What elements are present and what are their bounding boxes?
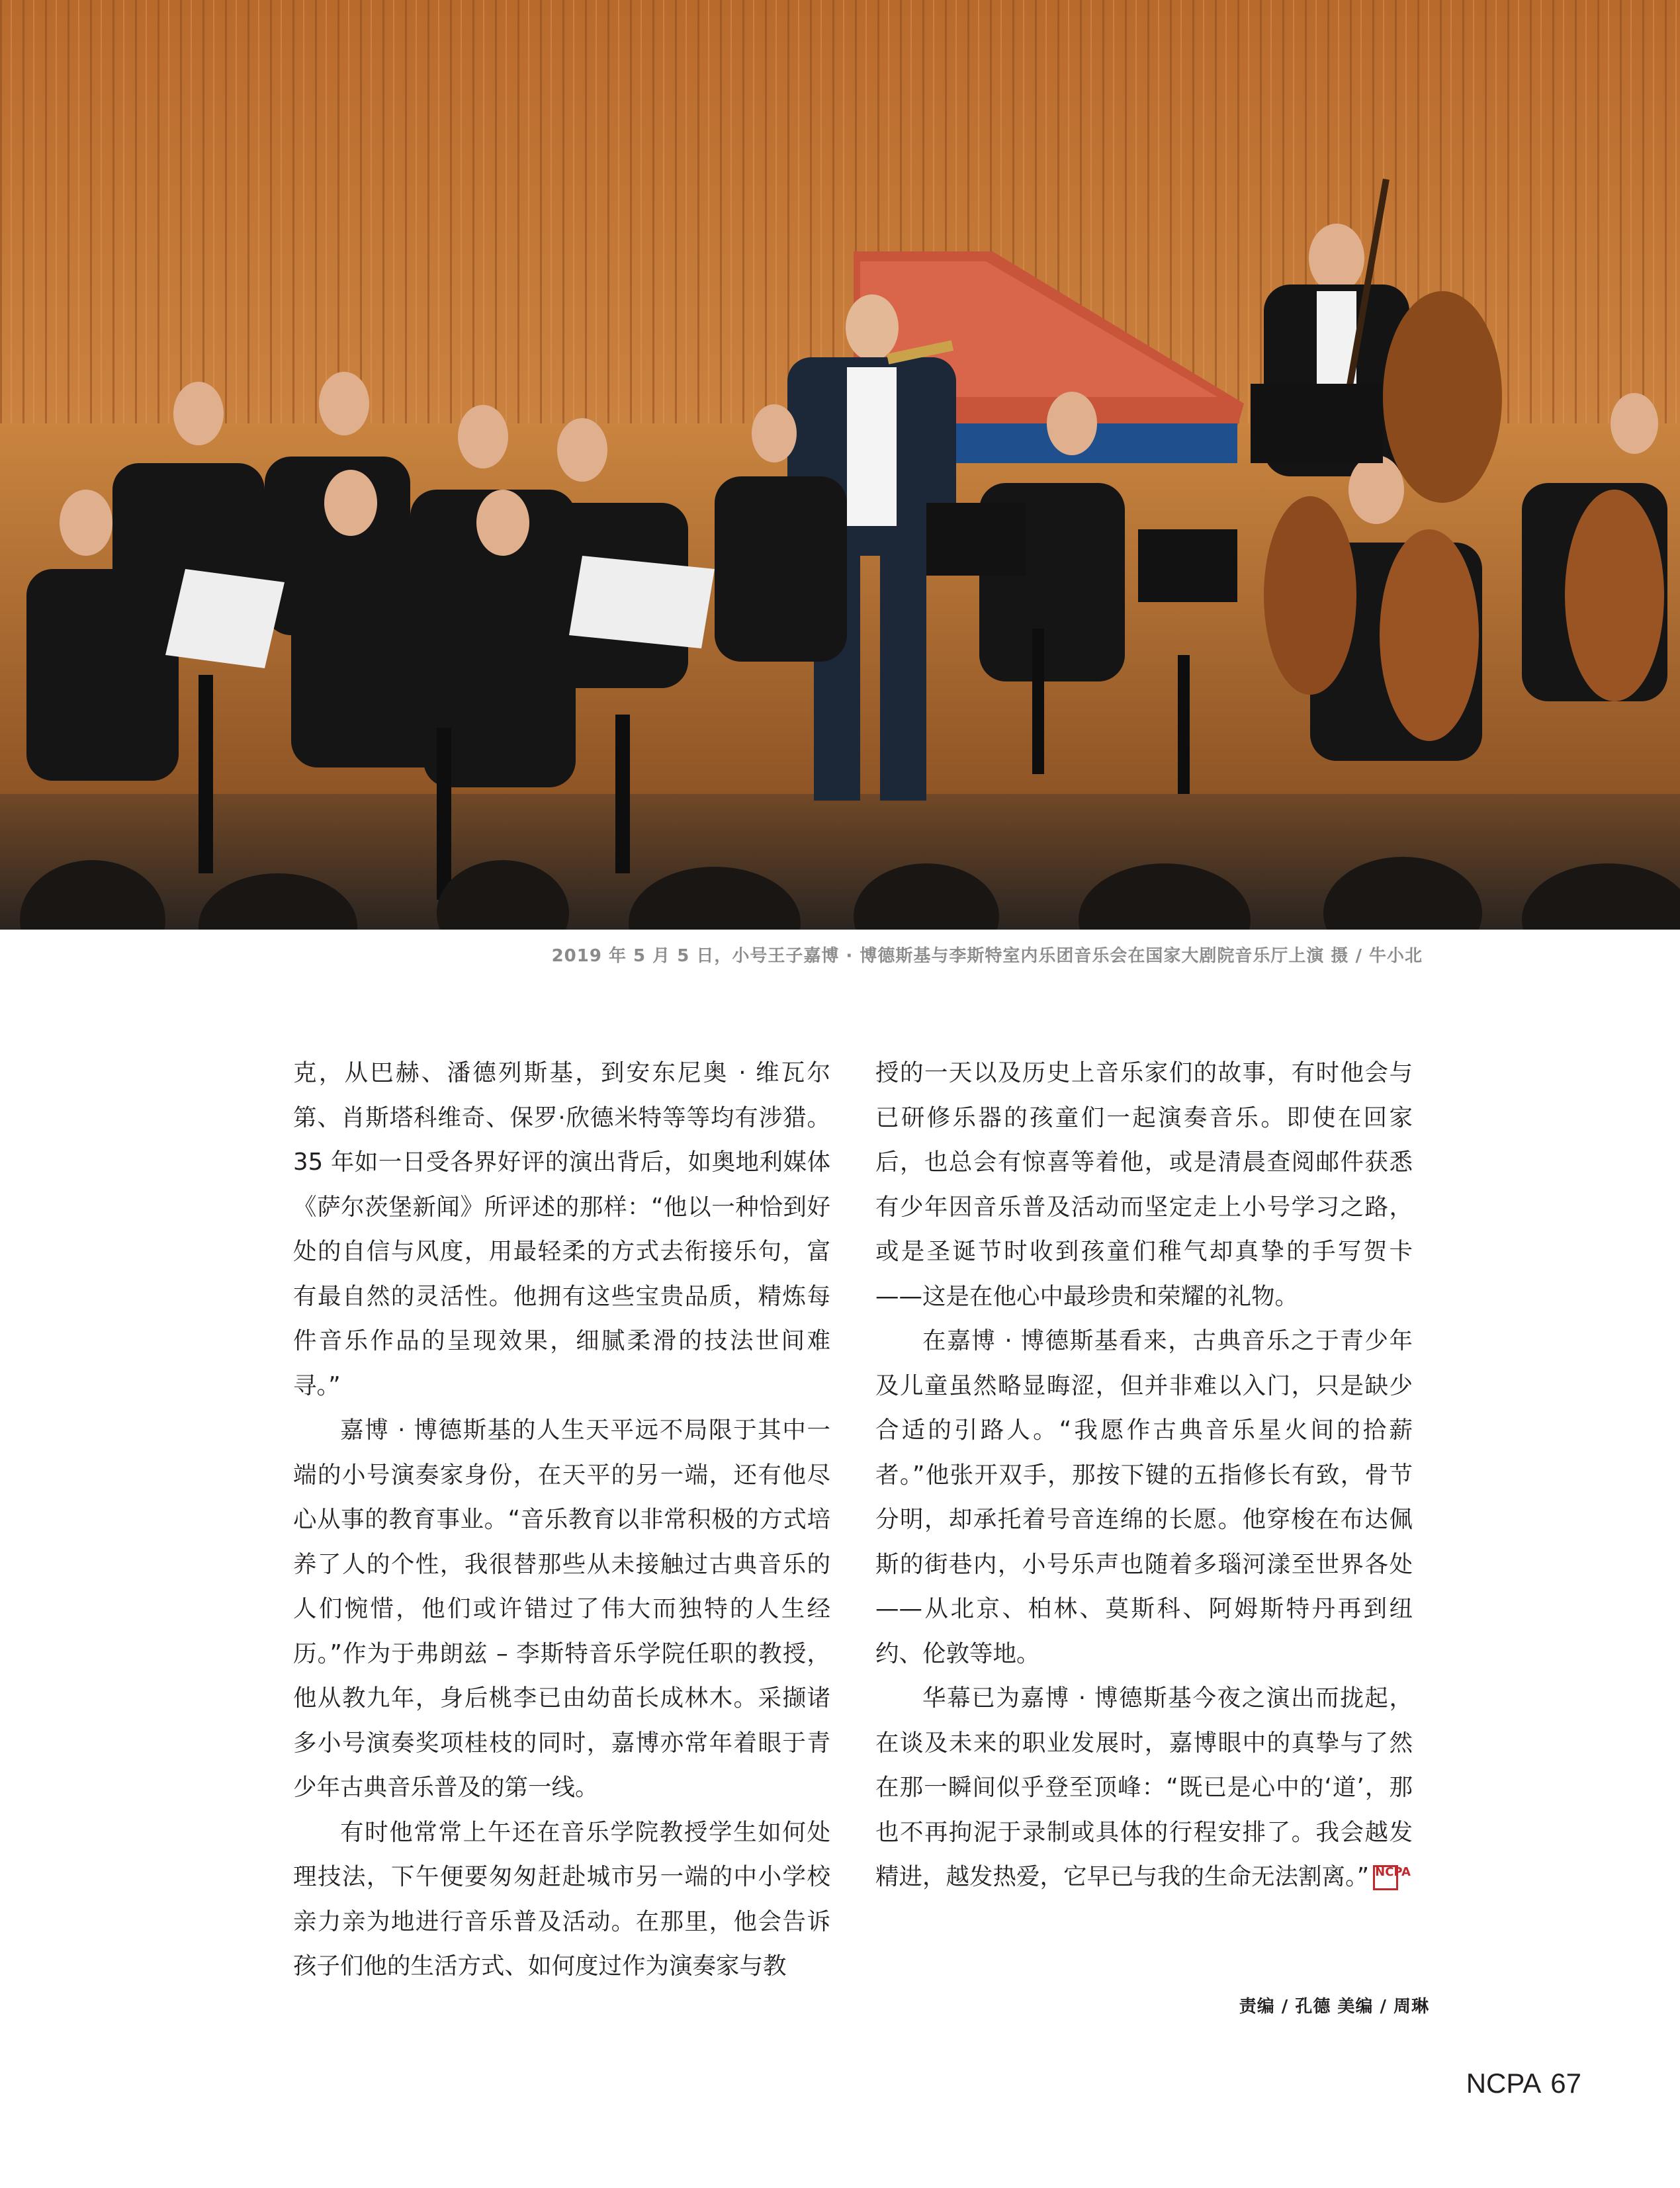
right-paragraph-text: 华幕已为嘉博 · 博德斯基今夜之演出而拢起，在谈及未来的职业发展时，嘉博眼中的真挚与了然在那一瞬间似乎登至顶峰：“既已是心中的‘道’，那也不再拘泥于录制或具体的行程安排了。我会越发精进，越发热爱，它早已与我的生命无法割离。” [875, 1685, 1413, 1890]
right-paragraph: 在嘉博 · 博德斯基看来，古典音乐之于青少年及儿童虽然略显晦涩，但并非难以入门，只是缺少合适的引路人。“我愿作古典音乐星火间的拾薪者。”他张开双手，那按下键的五指修长有致，骨节分明，却承托着号音连绵的长愿。他穿梭在布达佩斯的街巷内，小号乐声也随着多瑙河漾至世界各处——从北京、柏林、莫斯科、阿姆斯特丹再到纽约、伦敦等地。 [875, 1327, 1413, 1667]
photo-caption: 2019 年 5 月 5 日，小号王子嘉博 · 博德斯基与李斯特室内乐团音乐会在国家大剧院音乐厅上演 摄 / 牛小北 [551, 946, 1423, 966]
right-paragraph: 授的一天以及历史上音乐家们的故事，有时他会与已研修乐器的孩童们一起演奏音乐。即使在回家后，也总会有惊喜等着他，或是清晨查阅邮件获悉有少年因音乐普及活动而坚定走上小号学习之路，或是圣诞节时收到孩童们稚气却真挚的手写贺卡——这是在他心中最珍贵和荣耀的礼物。 [875, 1059, 1413, 1310]
right-column [875, 1051, 1413, 1900]
folio-brand: NCPA [1466, 2068, 1542, 2099]
concert-photo-icon [0, 0, 1680, 930]
editor-credits: 责编 / 孔德 美编 / 周琳 [1239, 1997, 1429, 2017]
left-paragraph: 嘉博 · 博德斯基的人生天平远不局限于其中一端的小号演奏家身份，在天平的另一端，还有他尽心从事的教育事业。“音乐教育以非常积极的方式培养了人的个性，我很替那些从未接触过古典音乐的人们惋惜，他们或许错过了伟大而独特的人生经历。”作为于弗朗兹 – 李斯特音乐学院任职的教授，他从教九年，身后桃李已由幼苗长成林木。采撷诸多小号演奏奖项桂枝的同时，嘉博亦常年着眼于青少年古典音乐普及的第一线。 [293, 1417, 830, 1801]
end-mark-icon: NCPA [1373, 1865, 1398, 1890]
right-paragraph-last [875, 1676, 1413, 1900]
concert-photo [0, 0, 1680, 930]
left-paragraph: 克，从巴赫、潘德列斯基，到安东尼奥 · 维瓦尔第、肖斯塔科维奇、保罗·欣德米特等等均有涉猎。35 年如一日受各界好评的演出背后，如奥地利媒体《萨尔茨堡新闻》所评述的那样：“他以一种恰到好处的自信与风度，用最轻柔的方式去衔接乐句，富有最自然的灵活性。他拥有这些宝贵品质，精炼每件音乐作品的呈现效果，细腻柔滑的技法世间难寻。” [293, 1059, 830, 1399]
left-column [293, 1051, 830, 1989]
page-number: 67 [1550, 2068, 1581, 2099]
page-folio [1423, 2068, 1581, 2099]
left-paragraph: 有时他常常上午还在音乐学院教授学生如何处理技法，下午便要匆匆赶赴城市另一端的中小学校亲力亲为地进行音乐普及活动。在那里，他会告诉孩子们他的生活方式、如何度过作为演奏家与教 [293, 1818, 830, 1980]
